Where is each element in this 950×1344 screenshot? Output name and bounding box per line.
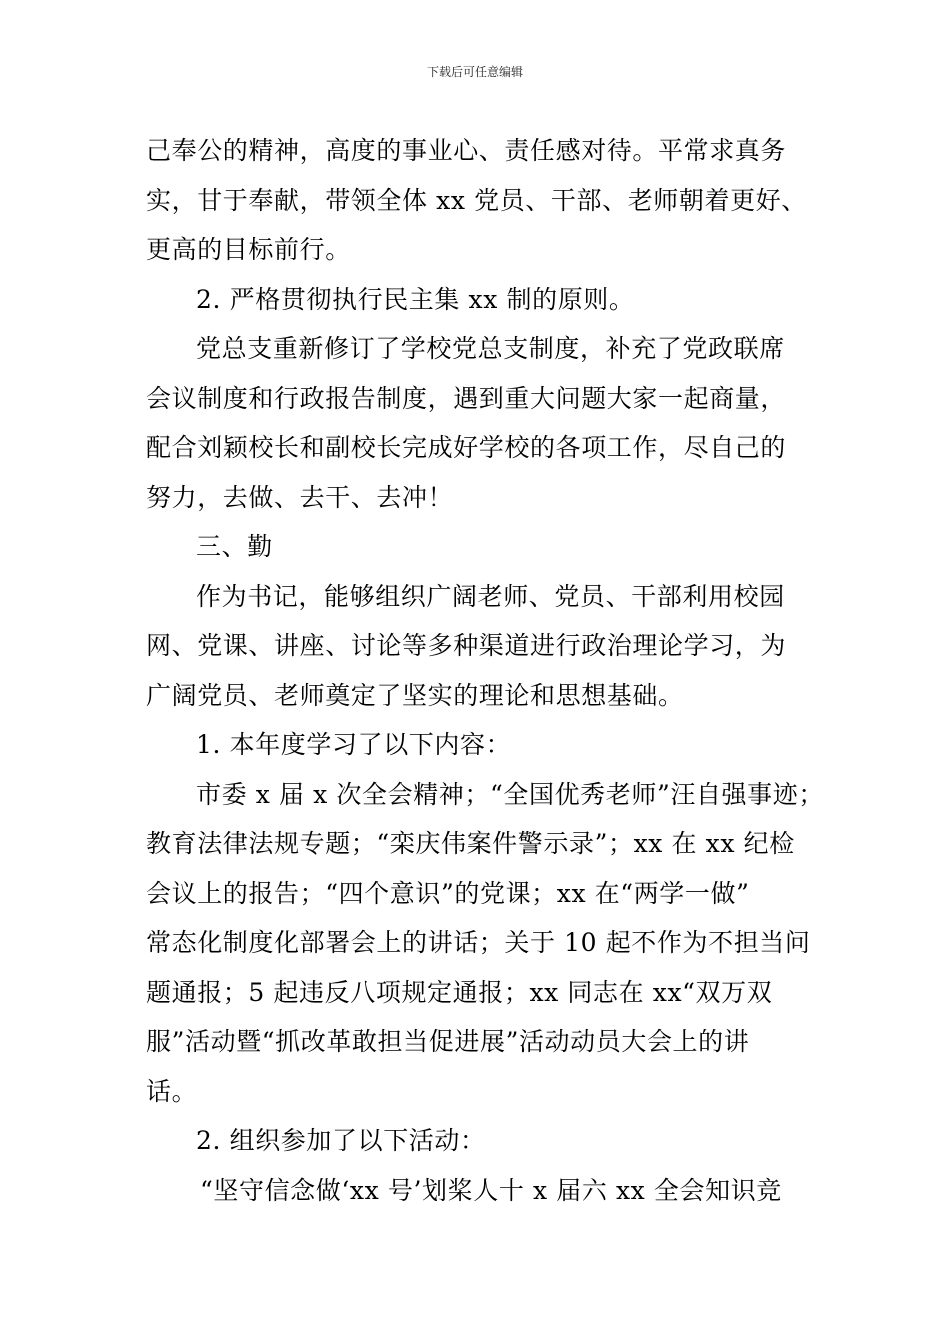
document-body	[146, 126, 824, 1215]
page-header: 下载后可任意编辑	[426, 65, 523, 79]
text-line: 努力，去做、去干、去冲！	[146, 482, 454, 512]
text-line: 2. 严格贯彻执行民主集 xx 制的原则。	[196, 284, 635, 314]
text-line: 更高的目标前行。	[146, 235, 351, 264]
section-heading: 三、勤	[196, 532, 273, 561]
text-line: 会议制度和行政报告制度，遇到重大问题大家一起商量，	[146, 383, 787, 413]
text-line: 教育法律法规专题；“栾庆伟案件警示录”；xx 在 xx 纪检	[146, 829, 795, 858]
text-line: 党总支重新修订了学校党总支制度，补充了党政联席	[196, 334, 785, 363]
text-line: 话。	[146, 1076, 198, 1106]
text-line: 2. 组织参加了以下活动：	[196, 1126, 486, 1155]
text-line: 常态化制度化部署会上的讲话；关于 10 起不作为不担当问	[146, 928, 811, 957]
text-line: 会议上的报告；“四个意识”的党课；xx 在“两学一做”	[146, 878, 750, 908]
text-line: 网、党课、讲座、讨论等多种渠道进行政治理论学习，为	[146, 631, 787, 660]
text-line: 配合刘颖校长和副校长完成好学校的各项工作，尽自己的	[146, 433, 787, 462]
text-line: 广阔党员、老师奠定了坚实的理论和思想基础。	[146, 680, 684, 710]
text-line: 1. 本年度学习了以下内容：	[196, 730, 512, 759]
text-line: 己奉公的精神，高度的事业心、责任感对待。平常求真务	[146, 136, 787, 165]
text-line: 作为书记，能够组织广阔老师、党员、干部利用校园	[196, 581, 785, 611]
text-line: “坚守信念做‘xx 号’划桨人十 x 届六 xx 全会知识竞	[200, 1175, 782, 1205]
text-line: 题通报；5 起违反八项规定通报；xx 同志在 xx“双万双	[146, 977, 773, 1007]
text-line: 实，甘于奉献，带领全体 xx 党员、干部、老师朝着更好、	[146, 185, 807, 215]
text-line: 市委 x 届 x 次全会精神；“全国优秀老师”汪自强事迹；	[196, 779, 824, 809]
text-line: 服”活动暨“抓改革敢担当促进展”活动动员大会上的讲	[146, 1027, 750, 1056]
